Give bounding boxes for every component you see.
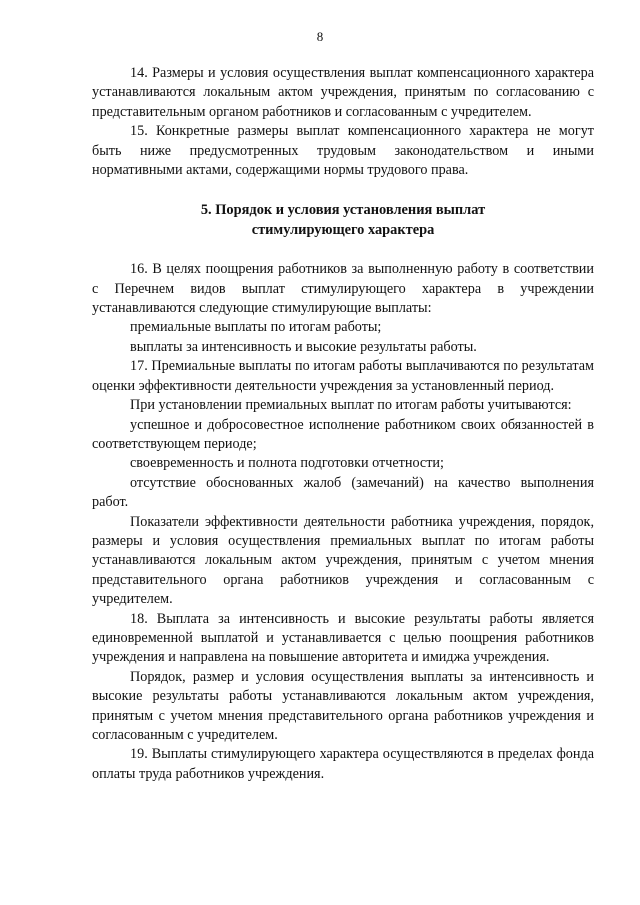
document-body — [92, 64, 594, 784]
paragraph: Показатели эффективности деятельности работника учреждения, порядок, размеры и условия осуществления премиальных выплат по итогам работы устанавливаются локальным актом учреждения, принятым с учетом мнения представительного органа работников учреждения и согласованным с учредителем. — [92, 513, 594, 608]
list-item: успешное и добросовестное исполнение работником своих обязанностей в соответствующем периоде; — [92, 416, 594, 452]
paragraph: Порядок, размер и условия осуществления выплаты за интенсивность и высокие результаты работы устанавливаются локальным актом учреждения, принятым с учетом мнения представительного органа работников учреждения и согласованным с учредителем. — [92, 668, 594, 743]
page-number: 8 — [316, 29, 324, 44]
paragraph-19: 19. Выплаты стимулирующего характера осуществляются в пределах фонда оплаты труда работников учреждения. — [92, 746, 594, 782]
list-item: выплаты за интенсивность и высокие результаты работы. — [130, 338, 477, 355]
section-heading-line-2: стимулирующего характера — [251, 221, 435, 238]
paragraph-17: 17. Премиальные выплаты по итогам работы выплачиваются по результатам оценки эффективности деятельности учреждения за установленный период. — [92, 358, 594, 394]
section-heading — [92, 201, 594, 240]
paragraph: При установлении премиальных выплат по итогам работы учитываются: — [130, 397, 572, 414]
paragraph-18: 18. Выплата за интенсивность и высокие результаты работы является единовременной выплатой и устанавливается с целью поощрения работников учреждения и направлена на повышение авторитета и имиджа учреждения. — [92, 610, 594, 666]
paragraph-15: 15. Конкретные размеры выплат компенсационного характера не могут быть ниже предусмотренных трудовым законодательством и иными нормативными актами, содержащими нормы трудового права. — [92, 123, 594, 179]
list-item: премиальные выплаты по итогам работы; — [130, 319, 382, 336]
list-item: своевременность и полнота подготовки отчетности; — [130, 455, 444, 472]
list-item: отсутствие обоснованных жалоб (замечаний) на качество выполнения работ. — [92, 474, 594, 511]
paragraph-16: 16. В целях поощрения работников за выполненную работу в соответствии с Перечнем видов выплат стимулирующего характера в учреждении устанавливаются следующие стимулирующие выплаты: — [92, 261, 594, 317]
paragraph-14: 14. Размеры и условия осуществления выплат компенсационного характера устанавливаются локальным актом учреждения, принятым по согласованию с представительным органом работников и согласованным с учредителем. — [92, 65, 594, 120]
section-heading-line-1: 5. Порядок и условия установления выплат — [200, 202, 486, 219]
